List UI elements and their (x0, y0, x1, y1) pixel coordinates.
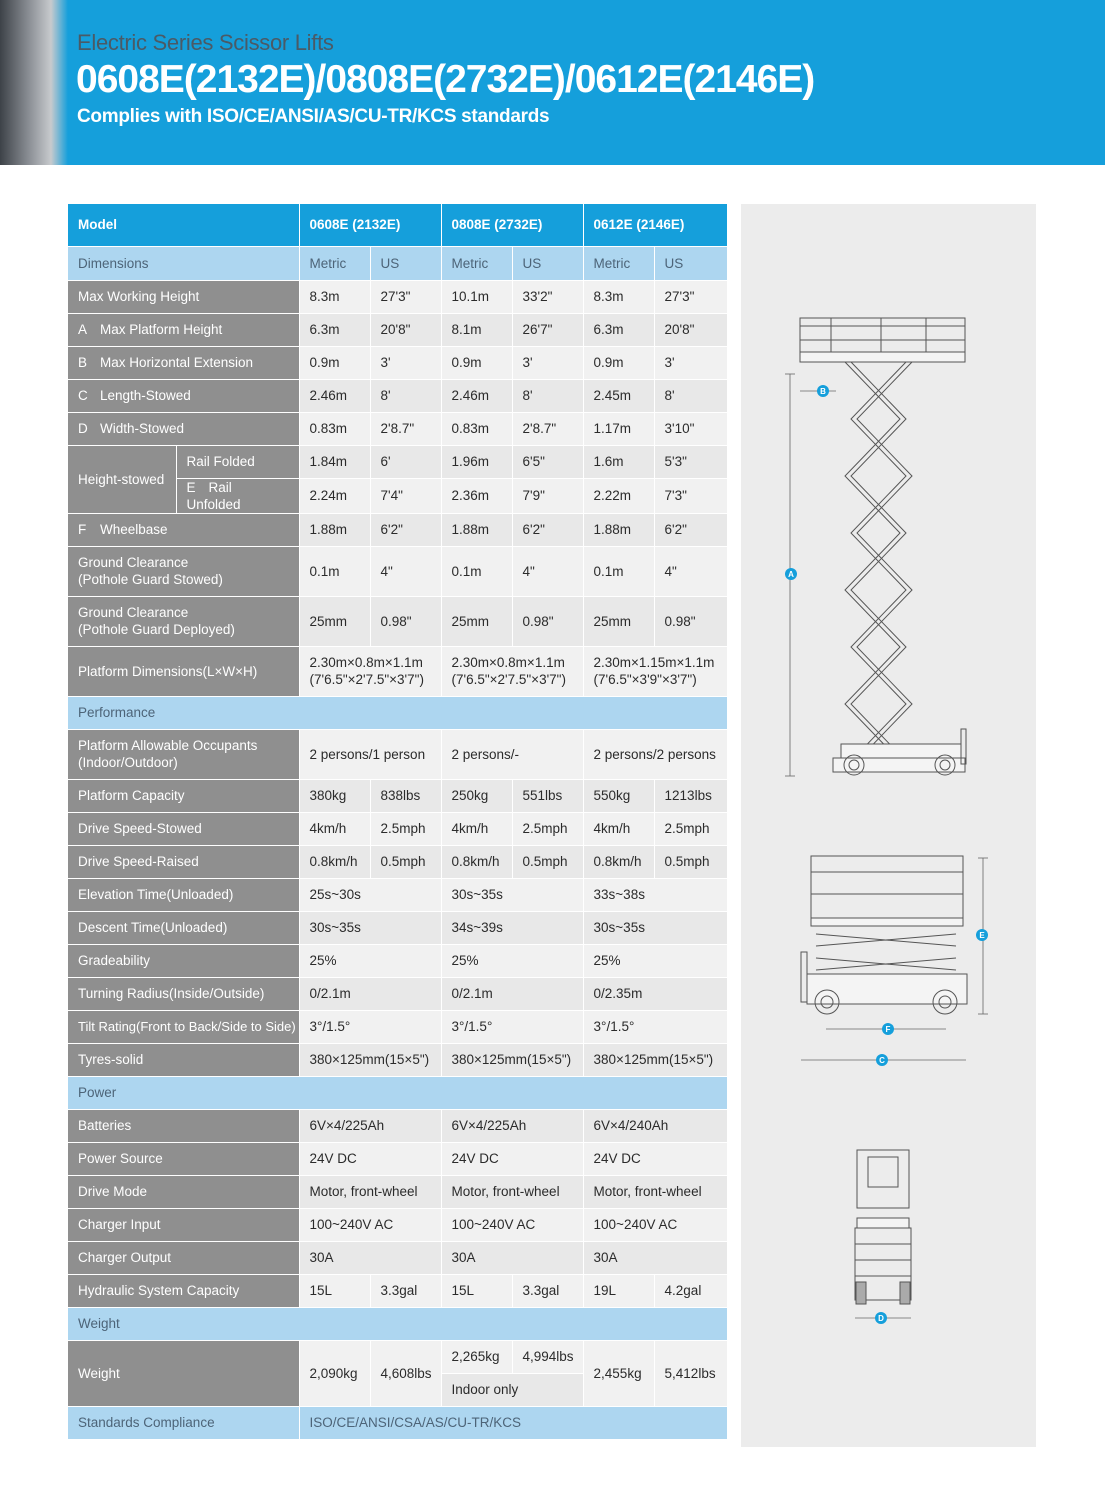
cell: 8' (512, 379, 583, 412)
label-line: Ground Clearance (78, 605, 189, 620)
table-row (68, 729, 727, 779)
table-row (68, 546, 727, 596)
cell-line: (7'6.5"×3'9"×3'7") (593, 672, 697, 687)
badge-letter: E (979, 931, 985, 940)
cell: 8' (654, 379, 727, 412)
cell: 30A (583, 1241, 727, 1274)
label-line: (Pothole Guard Deployed) (78, 622, 235, 637)
lift-diagram-panel (741, 204, 1036, 1447)
cell: 2 persons/- (441, 729, 583, 779)
cell: 6'2" (370, 513, 441, 546)
cell: 0.1m (441, 546, 512, 596)
power-section-row (68, 1076, 727, 1109)
rail-unfolded-label (176, 478, 299, 513)
cell: 2.22m (583, 478, 654, 513)
cell: 2.46m (299, 379, 370, 412)
cell: 27'3" (370, 280, 441, 313)
row-label: Power Source (68, 1142, 299, 1175)
cell: 3°/1.5° (441, 1010, 583, 1043)
label-line: (Indoor/Outdoor) (78, 755, 178, 770)
badge-letter: C (879, 1056, 885, 1065)
cell: 6'2" (654, 513, 727, 546)
cell: 100~240V AC (299, 1208, 441, 1241)
row-label: Max Working Height (68, 280, 299, 313)
spec-table (68, 204, 727, 1440)
cell: 24V DC (441, 1142, 583, 1175)
standards-tagline: Complies with ISO/CE/ANSI/AS/CU-TR/KCS standards (77, 106, 550, 127)
table-row (68, 1109, 727, 1142)
table-row (68, 412, 727, 445)
cell: 0.98" (654, 596, 727, 646)
performance-label: Performance (68, 696, 727, 729)
unit-metric: Metric (583, 246, 654, 280)
cell: 0.8km/h (441, 845, 512, 878)
cell: 2,265kg (441, 1340, 512, 1373)
table-row (68, 812, 727, 845)
cell: 4km/h (299, 812, 370, 845)
cell: 4,608lbs (370, 1340, 441, 1406)
row-label: Tilt Rating(Front to Back/Side to Side) (68, 1010, 299, 1043)
standards-label: Standards Compliance (68, 1406, 299, 1439)
cell: 0.98" (370, 596, 441, 646)
cell: 4" (370, 546, 441, 596)
rail-folded-label: Rail Folded (176, 445, 299, 478)
cell: 33s~38s (583, 878, 727, 911)
cell-line: 2.30m×0.8m×1.1m (451, 655, 565, 670)
header-edge-shading (0, 0, 68, 165)
cell: 0.5mph (512, 845, 583, 878)
badge-letter: A (788, 570, 794, 579)
cell: 0.5mph (370, 845, 441, 878)
table-row (68, 977, 727, 1010)
row-label: Tyres-solid (68, 1043, 299, 1076)
cell: 2,090kg (299, 1340, 370, 1406)
cell: 0.8km/h (299, 845, 370, 878)
table-row (68, 1241, 727, 1274)
row-label (68, 412, 299, 445)
cell: 25mm (441, 596, 512, 646)
cell: 1.88m (299, 513, 370, 546)
cell: 2 persons/1 person (299, 729, 441, 779)
table-row (68, 878, 727, 911)
indoor-only-note: Indoor only (441, 1373, 583, 1406)
cell: 0.98" (512, 596, 583, 646)
cell: 30s~35s (299, 911, 441, 944)
badge-f (882, 1023, 894, 1035)
table-row (68, 1043, 727, 1076)
table-row (68, 779, 727, 812)
cell (441, 646, 583, 696)
cell: 8.1m (441, 313, 512, 346)
cell: 380kg (299, 779, 370, 812)
label-text: Length-Stowed (100, 388, 191, 403)
label-line: Ground Clearance (78, 555, 189, 570)
cell: 0.1m (299, 546, 370, 596)
cell: 1.17m (583, 412, 654, 445)
badge-b (817, 385, 829, 397)
unit-us: US (512, 246, 583, 280)
row-label (68, 346, 299, 379)
cell: 1.84m (299, 445, 370, 478)
table-row (68, 445, 727, 478)
cell: 1.6m (583, 445, 654, 478)
cell-line: (7'6.5"×2'7.5"×3'7") (309, 672, 424, 687)
row-label: Charger Input (68, 1208, 299, 1241)
cell: 4" (654, 546, 727, 596)
cell: 25% (583, 944, 727, 977)
performance-section-row (68, 696, 727, 729)
label-text: Width-Stowed (100, 421, 185, 436)
weight-section-row (68, 1307, 727, 1340)
cell: 20'8" (654, 313, 727, 346)
cell: 6.3m (299, 313, 370, 346)
cell: 550kg (583, 779, 654, 812)
cell: 1.88m (583, 513, 654, 546)
dimension-letter: C (78, 388, 88, 403)
cell: 0.5mph (654, 845, 727, 878)
cell: 2.5mph (370, 812, 441, 845)
badge-d (875, 1312, 887, 1324)
cell: 15L (299, 1274, 370, 1307)
cell: 8.3m (299, 280, 370, 313)
unit-us: US (370, 246, 441, 280)
badge-a (785, 568, 797, 580)
cell: 380×125mm(15×5") (583, 1043, 727, 1076)
cell: 0.9m (299, 346, 370, 379)
badge-c (876, 1054, 888, 1066)
cell (299, 646, 441, 696)
cell: 0/2.1m (299, 977, 441, 1010)
height-stowed-label: Height-stowed (68, 445, 176, 513)
cell: 2'8.7" (370, 412, 441, 445)
cell: 26'7" (512, 313, 583, 346)
cell: 838lbs (370, 779, 441, 812)
cell-line: (7'6.5"×2'7.5"×3'7") (451, 672, 566, 687)
power-label: Power (68, 1076, 727, 1109)
cell: 0.83m (441, 412, 512, 445)
cell: Motor, front-wheel (441, 1175, 583, 1208)
cell: 0/2.35m (583, 977, 727, 1010)
cell: 7'4" (370, 478, 441, 513)
row-label (68, 313, 299, 346)
cell: 4km/h (441, 812, 512, 845)
badge-letter: D (878, 1314, 884, 1323)
cell: 3'10" (654, 412, 727, 445)
cell: 25mm (583, 596, 654, 646)
cell: 2.5mph (512, 812, 583, 845)
cell: 25% (441, 944, 583, 977)
cell: 34s~39s (441, 911, 583, 944)
cell: 8' (370, 379, 441, 412)
cell: 24V DC (299, 1142, 441, 1175)
cell: 25s~30s (299, 878, 441, 911)
cell: 30A (299, 1241, 441, 1274)
label-text: Max Platform Height (100, 322, 223, 337)
cell: 3' (654, 346, 727, 379)
dimension-badges (741, 204, 1036, 1447)
dimension-letter: F (78, 522, 87, 537)
dimension-letter: D (78, 421, 88, 436)
cell: 24V DC (583, 1142, 727, 1175)
label-text: Wheelbase (100, 522, 168, 537)
table-row (68, 596, 727, 646)
weight-section-label: Weight (68, 1307, 727, 1340)
table-row (68, 379, 727, 412)
table-row (68, 346, 727, 379)
dimension-letter: E (186, 479, 196, 495)
row-label (68, 379, 299, 412)
table-row (68, 845, 727, 878)
row-label (68, 546, 299, 596)
cell: 2.46m (441, 379, 512, 412)
cell: 2.45m (583, 379, 654, 412)
cell: Motor, front-wheel (583, 1175, 727, 1208)
cell: 30s~35s (441, 878, 583, 911)
label-line: (Pothole Guard Stowed) (78, 572, 223, 587)
row-label (68, 513, 299, 546)
standards-row (68, 1406, 727, 1439)
cell: 551lbs (512, 779, 583, 812)
model-label: Model (68, 204, 299, 246)
cell: 30A (441, 1241, 583, 1274)
label-text: Rail Unfolded (186, 479, 241, 512)
cell: 6'5" (512, 445, 583, 478)
cell: 0.9m (441, 346, 512, 379)
table-row (68, 313, 727, 346)
row-label: Drive Mode (68, 1175, 299, 1208)
table-row (68, 944, 727, 977)
row-label: Platform Dimensions(L×W×H) (68, 646, 299, 696)
dimensions-section-row (68, 246, 727, 280)
cell: 30s~35s (583, 911, 727, 944)
badge-e (976, 929, 988, 941)
cell: 15L (441, 1274, 512, 1307)
cell: 25mm (299, 596, 370, 646)
cell: 3' (512, 346, 583, 379)
cell-line: 2.30m×0.8m×1.1m (309, 655, 423, 670)
cell: 0.83m (299, 412, 370, 445)
cell: 3°/1.5° (583, 1010, 727, 1043)
row-label: Platform Capacity (68, 779, 299, 812)
model-0612e: 0612E (2146E) (583, 204, 727, 246)
cell: 250kg (441, 779, 512, 812)
row-label: Elevation Time(Unloaded) (68, 878, 299, 911)
cell: 3°/1.5° (299, 1010, 441, 1043)
table-row (68, 911, 727, 944)
standards-value: ISO/CE/ANSI/CSA/AS/CU-TR/KCS (299, 1406, 727, 1439)
table-row (68, 1142, 727, 1175)
cell: 2,455kg (583, 1340, 654, 1406)
cell: 6.3m (583, 313, 654, 346)
cell: 100~240V AC (583, 1208, 727, 1241)
row-label (68, 596, 299, 646)
cell: Motor, front-wheel (299, 1175, 441, 1208)
cell: 27'3" (654, 280, 727, 313)
row-label: Batteries (68, 1109, 299, 1142)
cell: 6' (370, 445, 441, 478)
cell: 1213lbs (654, 779, 727, 812)
unit-metric: Metric (441, 246, 512, 280)
cell: 1.96m (441, 445, 512, 478)
row-label: Gradeability (68, 944, 299, 977)
cell: 33'2" (512, 280, 583, 313)
cell: 25% (299, 944, 441, 977)
cell: 380×125mm(15×5") (299, 1043, 441, 1076)
row-label: Drive Speed-Stowed (68, 812, 299, 845)
row-label: Weight (68, 1340, 299, 1406)
cell: 0.1m (583, 546, 654, 596)
cell: 3' (370, 346, 441, 379)
series-subtitle: Electric Series Scissor Lifts (77, 30, 334, 55)
model-0808e: 0808E (2732E) (441, 204, 583, 246)
cell: 100~240V AC (441, 1208, 583, 1241)
cell: 6V×4/225Ah (441, 1109, 583, 1142)
unit-metric: Metric (299, 246, 370, 280)
label-text: Max Horizontal Extension (100, 355, 254, 370)
cell: 0/2.1m (441, 977, 583, 1010)
cell: 19L (583, 1274, 654, 1307)
cell: 1.88m (441, 513, 512, 546)
cell: 5'3" (654, 445, 727, 478)
cell: 2 persons/2 persons (583, 729, 727, 779)
cell: 3.3gal (512, 1274, 583, 1307)
cell: 5,412lbs (654, 1340, 727, 1406)
table-row (68, 1175, 727, 1208)
table-row (68, 1340, 727, 1373)
cell: 20'8" (370, 313, 441, 346)
unit-us: US (654, 246, 727, 280)
cell-line: 2.30m×1.15m×1.1m (593, 655, 715, 670)
cell: 4km/h (583, 812, 654, 845)
dimensions-label: Dimensions (68, 246, 299, 280)
table-row (68, 1010, 727, 1043)
badge-letter: F (885, 1025, 891, 1034)
cell: 4,994lbs (512, 1340, 583, 1373)
models-title: 0608E(2132E)/0808E(2732E)/0612E(2146E) (76, 58, 815, 101)
cell: 4.2gal (654, 1274, 727, 1307)
dimension-letter: B (78, 355, 88, 370)
row-label: Drive Speed-Raised (68, 845, 299, 878)
dimension-letter: A (78, 322, 88, 337)
cell: 0.9m (583, 346, 654, 379)
cell: 2.5mph (654, 812, 727, 845)
cell: 0.8km/h (583, 845, 654, 878)
cell: 10.1m (441, 280, 512, 313)
cell: 2.24m (299, 478, 370, 513)
cell: 4" (512, 546, 583, 596)
cell: 2'8.7" (512, 412, 583, 445)
cell: 380×125mm(15×5") (441, 1043, 583, 1076)
cell: 7'9" (512, 478, 583, 513)
table-row (68, 1208, 727, 1241)
row-label (68, 729, 299, 779)
label-line: Platform Allowable Occupants (78, 738, 258, 753)
cell: 6'2" (512, 513, 583, 546)
page-header (0, 0, 1105, 165)
cell: 3.3gal (370, 1274, 441, 1307)
cell: 2.36m (441, 478, 512, 513)
cell: 6V×4/240Ah (583, 1109, 727, 1142)
table-row (68, 1274, 727, 1307)
cell: 6V×4/225Ah (299, 1109, 441, 1142)
model-0608e: 0608E (2132E) (299, 204, 441, 246)
row-label: Charger Output (68, 1241, 299, 1274)
cell: 8.3m (583, 280, 654, 313)
badge-letter: B (820, 387, 826, 396)
cell (583, 646, 727, 696)
table-row (68, 513, 727, 546)
model-header-row (68, 204, 727, 246)
table-row (68, 280, 727, 313)
row-label: Hydraulic System Capacity (68, 1274, 299, 1307)
row-label: Turning Radius(Inside/Outside) (68, 977, 299, 1010)
cell: 7'3" (654, 478, 727, 513)
row-label: Descent Time(Unloaded) (68, 911, 299, 944)
table-row (68, 646, 727, 696)
